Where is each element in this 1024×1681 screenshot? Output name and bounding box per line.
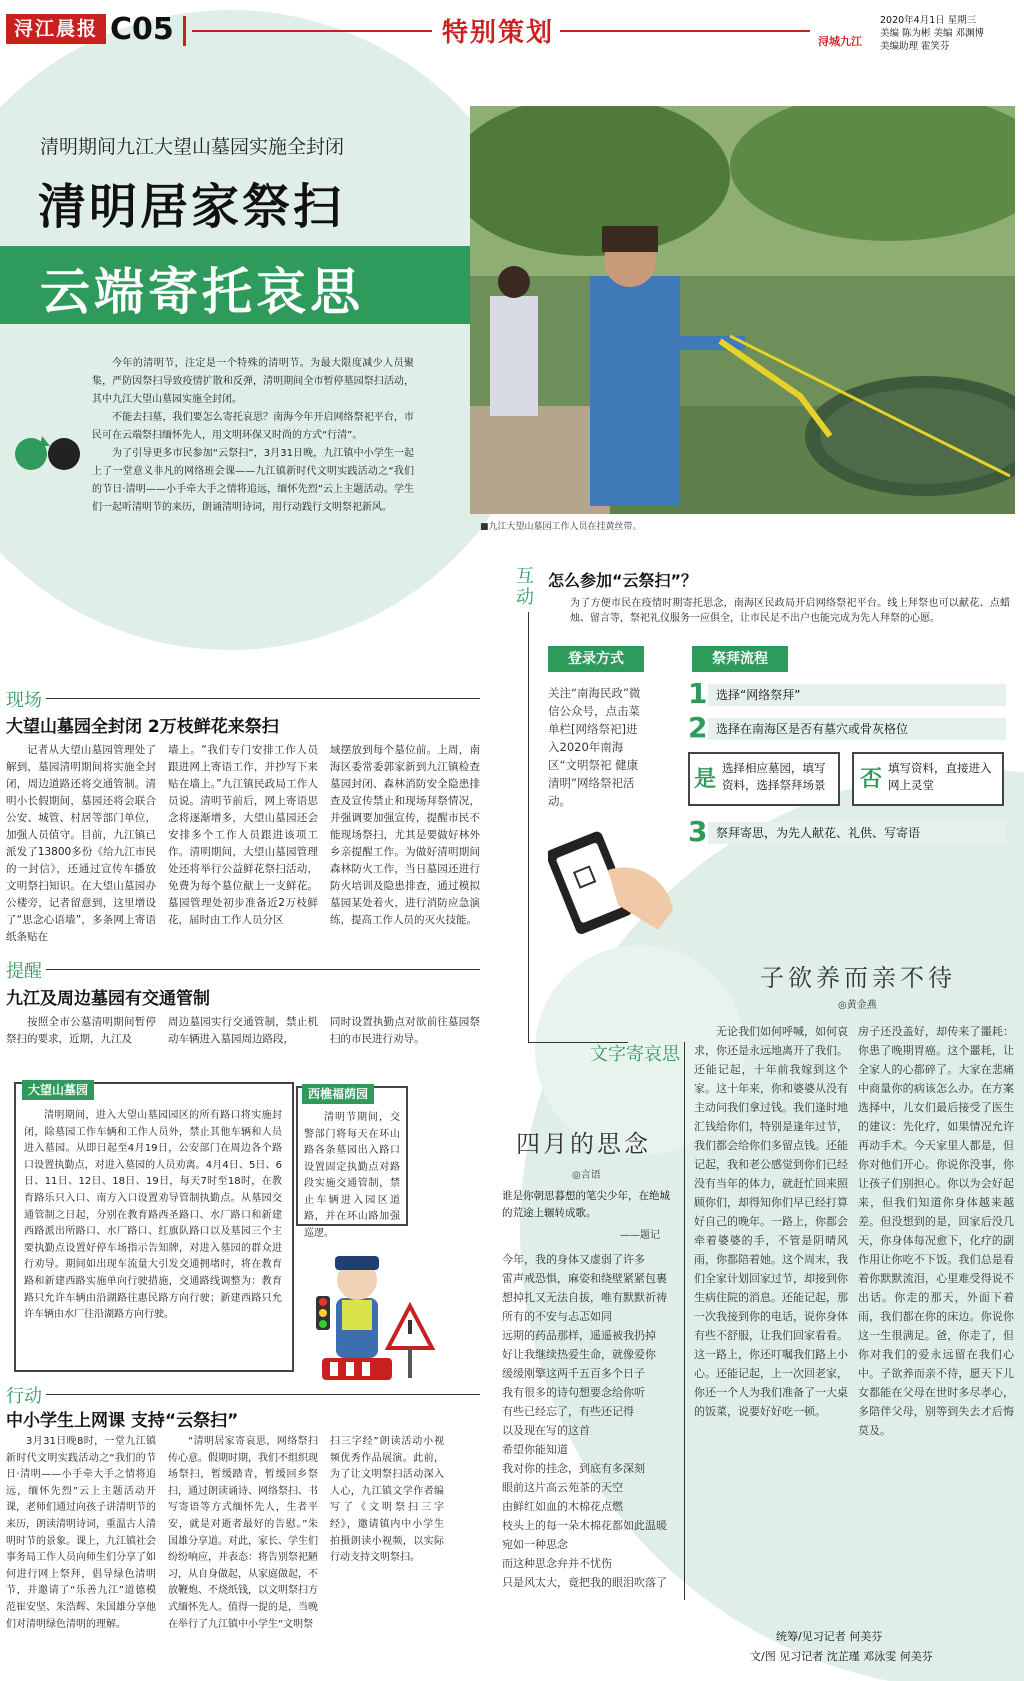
assistant-credit: 美编助理 霍笑芬 — [880, 41, 950, 52]
action-title: 中小学生上网课 支持“云祭扫” — [6, 1411, 239, 1431]
no-mark: 否 — [860, 767, 883, 792]
yes-branch-box — [688, 752, 840, 806]
interact-vertical-rule — [528, 612, 529, 1042]
step-1: 选择“网络祭拜” — [708, 684, 1006, 706]
poem-line: 而这种思念弁并不忧伤 — [502, 1557, 612, 1570]
lead-background-circle — [0, 10, 550, 650]
step-3: 祭拜寄思，为先人献花、礼供、写寄语 — [708, 822, 1006, 844]
notice-column-3: 同时设置执勤点对欲前往墓园祭扫的市民进行劝导。 — [330, 1016, 480, 1045]
poem-line: 以及现在写的这首 — [502, 1424, 590, 1437]
traffic-police-illustration — [312, 1236, 442, 1384]
dawangshan-tag: 大望山墓园 — [22, 1080, 94, 1100]
action-rule — [46, 1394, 480, 1395]
essay-column-2: 房子还没盖好，却传来了噩耗：你患了晚期胃癌。这个噩耗，让全家人的心都碎了。大家在悲痛中商量你的病该怎么办。在方案选择中，儿女们最后接受了医生的建议：先化疗，如果情况允许再动手术。今天家里人都是，但你对他们开心。你说你没事，你让孩子们别担心。你以为会好起来，但我们知道你身体越来越差。但没想到的是，回家后没几天，你身体每况愈下，化疗的副作用让你吃不下饭。我们总是看着你默默流泪，心里难受得说不出话。你走的那天，外面下着雨，我们都在你的床边。你说你这一生很满足。爸，你走了，但你对我们的爱永远留在我们心中。子欲养而亲不待，愿天下儿女都能在父母在世时多尽孝心，多陪伴父母，别等到失去才后悔莫及。 — [858, 1025, 1014, 1437]
lead-paragraph-1: 今年的清明节，注定是一个特殊的清明节。为最大限度减少人员聚集，严防因祭扫导致疫情扩散和反弹，清明期间全市暂停墓园祭扫活动，其中九江大望山墓园实施全封闭。 — [92, 358, 414, 405]
step-2-number: 2 — [688, 711, 708, 744]
step-2: 选择在南海区是否有墓穴或骨灰格位 — [708, 718, 1006, 740]
lead-photo — [470, 106, 1015, 514]
interact-title: 怎么参加“云祭扫”？ — [548, 571, 698, 590]
xiqiao-tag: 西樵福荫园 — [302, 1084, 374, 1104]
footer-reporters: 文/图 见习记者 沈芷瑾 邓泳雯 何美芬 — [750, 1650, 933, 1663]
poem-epigraph-note: ——题记 — [620, 1230, 660, 1241]
scene-label: 现场 — [6, 690, 42, 711]
no-branch-box — [852, 752, 1004, 806]
no-branch-text: 填写资料，直接进入网上灵堂 — [888, 761, 992, 792]
poem-line: 远期的药品那样，遥遥被我扔掉 — [502, 1329, 656, 1342]
dawangshan-text: 清明期间，进入大望山墓园园区的所有路口将实施封闭，除墓园工作车辆和工作人员外，禁止其他车辆和人员进入墓园。从即日起至4月19日，公安部门在周边各个路口设置执勤点，对进入墓园的人员劝离。4月4日、5日、6日、11日、12日、18日、19日，每天7时至18时，在教育路乐只入口、南方入口设置劝导管制执勤点。从墓园交通管制之日起，分别在教育路西圣路口、水厂路口和新建西路派出所路口、水厂路口、红旗队路口以及墓园三个主要执勤点设置好停车场指示告知牌，对进入墓园的群众进行劝导。期间如出现车流量大引发交通拥堵时，将在教育路和新建西路实施单向行驶措施，交通路线调整为：教育路只允许车辆由沿湖路往惠民路方向行驶；新建西路只允许车辆由水厂往沿湖路方向行驶。 — [24, 1110, 282, 1321]
section-title: 特别策划 — [442, 18, 555, 48]
footer-coordinator: 统筹/见习记者 何美芬 — [776, 1630, 883, 1643]
scene-title: 大望山墓园全封闭 2万枝鲜花来祭扫 — [6, 717, 279, 737]
poem-line: 由鲜红如血的木棉花点燃 — [502, 1500, 623, 1513]
header-rule-right — [560, 30, 810, 32]
notice-column-1: 按照全市公墓清明期间暂停祭扫的要求，近期，九江及 — [6, 1016, 156, 1045]
lead-title-line1: 清明居家祭扫 — [38, 179, 345, 235]
poem-line: 希望你能知道 — [502, 1443, 568, 1456]
header-divider — [183, 16, 186, 46]
poem-line: 枝头上的每一朵木棉花都如此温暖 — [502, 1519, 667, 1532]
poem-line: 我对你的挂念，到底有多深刻 — [502, 1462, 645, 1475]
poem-line: 雷声戒恐惧，麻姿和绕壁紧紧包裹 — [502, 1272, 667, 1285]
action-column-1: 3月31日晚8时，一堂九江镇新时代文明实践活动之“我们的节日·清明——小手牵大手之情将追远，缅怀先烈”云上主题活动开课，老师们通过向孩子讲清明节的来历，朗读清明诗词，重温古人清明时节的景象。课上，九江镇社会事务局工作人员向师生们分享了如何进行网上祭拜，倡导绿色清明节，并邀请了“乐善九江”道德模范崔安坚、朱浩辉、朱国雄分享他们对清明绿色清明的理解。 — [6, 1436, 156, 1630]
editor-credit: 美编 陈为彬 美编 邓渊博 — [880, 28, 985, 39]
essay-column-1: 无论我们如何呼喊，如何哀求，你还是永远地离开了我们。还能记起，十年前我嫁到这个家。这十年来，你和婆婆从没有主动问我们拿过钱。我们逢时地汇钱给你们，特别是逢年过节，我们都会给你们多留点钱。还能记起，我和老公感觉到你们已经没有当年的体力，就赶忙回来照顾你们，却得知你们早已经打算好自己的晚年。一路上，你都会牵着婆婆的手，不管是阴晴风雨，你都陪着她。这个周末，我们全家计划回家过节，却接到你生病住院的消息。还能记起，那一次我接到你的电话，说你身体有些不舒服，让我们回家看看。这一路上，你还叮嘱我们路上小心。还能记起，上一次回老家，你还一个人为我们准备了一大桌的饭菜，说要好好吃一顿。 — [694, 1025, 848, 1418]
page-number: C05 — [110, 12, 174, 47]
masthead-logo: 浔江晨报 — [6, 14, 106, 44]
notice-rule — [46, 969, 480, 970]
issue-date: 2020年4月1日 星期三 — [880, 15, 977, 26]
brand-logo-text: 浔城九江 — [818, 35, 862, 48]
scene-rule — [46, 698, 480, 699]
poem-title: 四月的思念 — [516, 1130, 651, 1158]
xiqiao-box — [296, 1086, 408, 1239]
xiqiao-text: 清明节期间，交警部门将每天在环山路各条墓园出入路口设置固定执勤点对路段实施交通管制，禁止车辆进入园区道路，并在环山路加强巡逻。 — [304, 1112, 400, 1239]
action-column-3: 扫三字经”朗读活动小视频优秀作品展演。此前，为了让文明祭扫活动深入人心，九江镇文学作者编写了《文明祭扫三字经》，邀请镇内中小学生拍摄朗读小视频，以实际行动支持文明祭扫。 — [330, 1436, 444, 1564]
login-method-tag: 登录方式 — [548, 646, 644, 672]
essay-author: ◎黄金燕 — [838, 1000, 877, 1011]
step-3-number: 3 — [688, 815, 708, 848]
lead-paragraph-2: 不能去扫墓，我们要怎么寄托哀思？南海今年开启网络祭祀平台，市民可在云端祭扫缅怀先人，用文明环保又时尚的方式“行清”。 — [92, 412, 414, 441]
poem-line: 只是风太大，竟把我的眼泪吹落了 — [502, 1576, 667, 1589]
scene-column-2: 墙上。“我们专门安排工作人员跟进网上寄语工作，并抄写下来贴在墙上。”九江镇民政局工作人员说。清明节前后，网上寄语思念将逐渐增多，大望山墓园还会安排多个工作人员跟进该项工作。清明期间，大望山墓园管理处还将举行公益鲜花祭扫活动，免费为每个墓位献上一支鲜花。墓园管理处初步准备近2万枝鲜花，届时由工作人员分区 — [168, 744, 318, 926]
poem-line: 有些已经忘了，有些还记得 — [502, 1405, 634, 1418]
action-column-2: “清明居家寄哀思，网络祭扫传心意。假期时期，我们不组织现场祭扫，暂缓踏青，暂缓回乡祭扫，通过朗读诵诗、网络祭扫、书写寄语等方式缅怀先人，生者平安，就是对逝者最好的告慰。”朱国雄分享道。对此，家长、学生们纷纷响应，并表态：将告别祭祀陋习，从自身做起，从家庭做起，不放鞭炮、不烧纸钱，以文明祭扫方式缅怀先人。值得一提的是，当晚在举行了九江镇中小学生“文明祭 — [168, 1436, 318, 1630]
poem-epigraph: 谁是你朝思暮想的笔尖少年，在绝城的荒途上辗转成歌。 — [502, 1190, 670, 1219]
poem-line: 所有的不安与忐忑如同 — [502, 1310, 612, 1323]
poem-line: 缓缓刚擎这两千五百多个日子 — [502, 1367, 645, 1380]
interact-label: 互动 — [516, 566, 534, 608]
notice-label: 提醒 — [6, 961, 42, 982]
essay-title: 子欲养而亲不待 — [760, 964, 956, 992]
interact-intro: 为了方便市民在疫情时期寄托思念，南海区民政局开启网络祭祀平台。线上拜祭也可以献花、点蜡烛、留言等，祭祀礼仪服务一应俱全，让市民足不出户也能完成为先人拜祭的心愿。 — [570, 598, 1010, 624]
poem-line: 我有很多的诗句想要念给你听 — [502, 1386, 645, 1399]
phone-illustration — [548, 820, 678, 940]
poem-line: 眼前这片高云苑茶的天空 — [502, 1481, 623, 1494]
yes-branch-text: 选择相应墓园，填写资料，选择祭拜场景 — [722, 761, 826, 792]
notice-column-2: 周边墓园实行交通管制，禁止机动车辆进入墓园周边路段， — [168, 1016, 318, 1045]
worship-flow-tag: 祭拜流程 — [692, 646, 788, 672]
poem-essay-divider — [684, 1042, 685, 1600]
poem-body — [502, 1250, 674, 1592]
scene-column-3: 域摆放到每个墓位前。上周，南海区委常委郭家新到九江镇检查墓园封闭、森林消防安全隐患排查及宣传禁止和现场拜祭情况，并强调要加强宣传，提醒市民不能现场祭扫，尤其是要做好林外乡亲提醒工作。为做好清明期间森林防火工作，当日墓园还进行防火培训及隐患排查，通过模拟墓园某处着火，进行消防应急演练，提高工作人员的灭火技能。 — [330, 744, 480, 926]
photo-caption: ■九江大望山墓园工作人员在挂黄丝带。 — [480, 522, 642, 532]
poem-line: 好让我继续热爱生命，就像爱你 — [502, 1348, 656, 1361]
notice-title: 九江及周边墓园有交通管制 — [6, 989, 210, 1009]
lead-paragraph-3: 为了引导更多市民参加“云祭扫”，3月31日晚，九江镇中小学生一起上了一堂意义非凡的网络班会课——九江镇新时代文明实践活动之“我们的节日·清明——小手牵大手之情将追远，缅怀先烈”云上主题活动。学生们一起听清明节的来历，朗诵清明诗词，用行动践行文明祭祀新风。 — [92, 448, 414, 513]
poem-line: 今年，我的身体又虚弱了许多 — [502, 1253, 645, 1266]
action-label: 行动 — [6, 1386, 42, 1407]
step-1-number: 1 — [688, 677, 708, 710]
lead-kicker: 清明期间九江大望山墓园实施全封闭 — [40, 136, 345, 158]
scene-column-1: 记者从大望山墓园管理处了解到，墓园清明期间将实施全封闭，周边道路还将交通管制。清明小长假期间，墓园还将会联合公安、城管、村居等部门单位，加强人员值守。目前，九江镇已派发了13800多份《给九江市民的一封信》，还通过宣传车播放文明祭扫知识。在大望山墓园办公楼旁，记者留意到，这里增设了“思念心语墙”，多条网上寄语纸条贴在 — [6, 744, 156, 943]
dawangshan-box — [14, 1082, 294, 1372]
brand-logo — [818, 16, 862, 48]
poem-author: ◎言语 — [572, 1170, 601, 1181]
yes-mark: 是 — [694, 767, 717, 792]
poem-line: 宛如一种思念 — [502, 1538, 568, 1551]
poem-section-label: 文字寄哀思 — [590, 1044, 680, 1065]
lead-title-line2: 云端寄托哀思 — [40, 262, 364, 321]
login-instructions: 关注“南海民政”微信公众号，点击菜单栏[网络祭祀]进入2020年南海区“文明祭祀 健康清明”网络祭祀活动。 — [548, 686, 641, 808]
poem-line: 想掉扎又无法自拔，唯有默默祈祷 — [502, 1291, 667, 1304]
header-rule-left — [192, 30, 432, 32]
quote-bubbles-icon — [14, 432, 84, 472]
